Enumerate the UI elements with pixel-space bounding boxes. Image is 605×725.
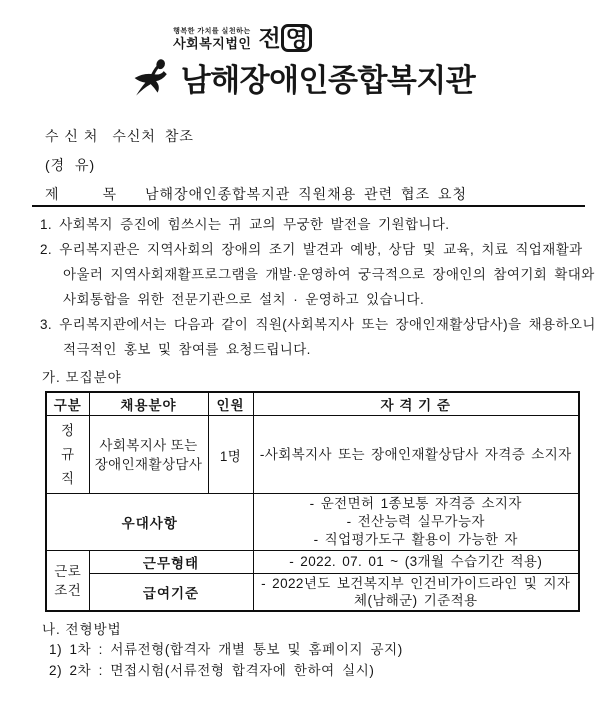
count-cell: 1명 bbox=[208, 416, 253, 494]
section-b-title: 나. 전형방법 bbox=[42, 622, 122, 637]
paragraph-line: 사회통합을 위한 전문기관으로 설치 · 운영하고 있습니다. bbox=[63, 292, 425, 307]
preferred-row bbox=[46, 494, 579, 551]
work-type-row bbox=[46, 551, 579, 574]
category-cell-regular: 정 규 직 bbox=[46, 416, 89, 494]
via-label: (경 유) bbox=[45, 156, 96, 173]
table-header-row bbox=[46, 392, 579, 416]
salary-value-cell: - 2022년도 보건복지부 인건비가이드라인 및 지자체(남해군) 기준적용 bbox=[253, 574, 579, 612]
category-cell-conditions: 근로 조건 bbox=[46, 551, 89, 612]
document-header bbox=[45, 121, 467, 208]
subject-value: 남해장애인종합복지관 직원채용 관련 협조 요청 bbox=[145, 185, 468, 202]
paragraph-line: 적극적인 홍보 및 참여를 요청드립니다. bbox=[63, 342, 311, 357]
person-figure-icon bbox=[130, 57, 176, 99]
selection-step: 1) 1차 : 서류전형(합격자 개별 통보 및 홈페이지 공지) bbox=[49, 642, 403, 657]
work-type-value: - 2022. 07. 01 ~ (3개월 수습기간 적용) bbox=[289, 554, 543, 569]
preferred-criteria-cell: - 운전면허 1종보통 자격증 소지자 - 전산능력 실무가능자 - 직업평가도구 활용이 가능한 자 bbox=[253, 494, 579, 551]
work-type-label-cell: 근무형태 bbox=[89, 551, 253, 574]
recruitment-table bbox=[45, 391, 580, 612]
logo-slogan: 행복한 가치를 실천하는 bbox=[173, 28, 251, 35]
salary-label-cell: 급여기준 bbox=[89, 574, 253, 612]
org-name-row bbox=[0, 55, 605, 100]
selection-step: 2) 2차 : 면접시험(서류전형 합격자에 한하여 실시) bbox=[49, 663, 375, 678]
corporation-row bbox=[0, 24, 605, 52]
salary-row bbox=[46, 574, 579, 612]
paragraph-line: 1. 사회복지 증진에 힘쓰시는 귀 교의 무궁한 발전을 기원합니다. bbox=[40, 217, 450, 232]
corporation-name-second: 영 bbox=[281, 24, 312, 52]
org-name: 남해장애인종합복지관 bbox=[180, 63, 476, 98]
paragraph-line: 2. 우리복지관은 지역사회의 장애의 조기 발견과 예방, 상담 및 교육, 치료 직업재활과 bbox=[40, 242, 583, 257]
header-cell-field: 채용분야 bbox=[89, 392, 208, 416]
paragraph-line: 3. 우리복지관에서는 다음과 같이 직원(사회복지사 또는 장애인재활상담사)을 채용하오니 bbox=[40, 317, 596, 332]
paragraph-line: 아울러 지역사회재활프로그램을 개발·운영하여 궁극적으로 장애인의 참여기회 확대와 bbox=[63, 267, 595, 282]
corporation-label: 사회복지법인 bbox=[173, 36, 252, 51]
header-cell-count: 인원 bbox=[208, 392, 253, 416]
regular-position-row bbox=[46, 416, 579, 494]
via-line bbox=[45, 150, 467, 179]
field-cell: 사회복지사 또는 장애인재활상담사 bbox=[89, 416, 208, 494]
subject-label bbox=[45, 183, 117, 205]
preferred-label-cell: 우대사항 bbox=[46, 494, 253, 551]
header-cell-qualification: 자 격 기 준 bbox=[253, 392, 579, 416]
work-type-value-cell bbox=[253, 551, 579, 574]
subject-label-first: 제 bbox=[45, 185, 60, 202]
recipient-line bbox=[45, 121, 467, 150]
section-a-title: 가. 모집분야 bbox=[42, 370, 122, 385]
corporation-name bbox=[258, 24, 311, 52]
corporation-left bbox=[173, 28, 251, 52]
qualification-cell: -사회복지사 또는 장애인재활상담사 자격증 소지자 bbox=[253, 416, 579, 494]
header-cell-category: 구분 bbox=[46, 392, 89, 416]
header-divider bbox=[32, 205, 585, 207]
body-paragraphs bbox=[40, 212, 595, 362]
subject-label-second: 목 bbox=[102, 185, 117, 202]
subject-line bbox=[45, 179, 467, 208]
recipient-label: 수 신 처 bbox=[45, 127, 99, 144]
org-logo bbox=[0, 24, 605, 100]
recipient-value: 수신처 참조 bbox=[112, 127, 194, 144]
corporation-name-first: 전 bbox=[258, 25, 280, 51]
selection-steps bbox=[49, 639, 403, 681]
